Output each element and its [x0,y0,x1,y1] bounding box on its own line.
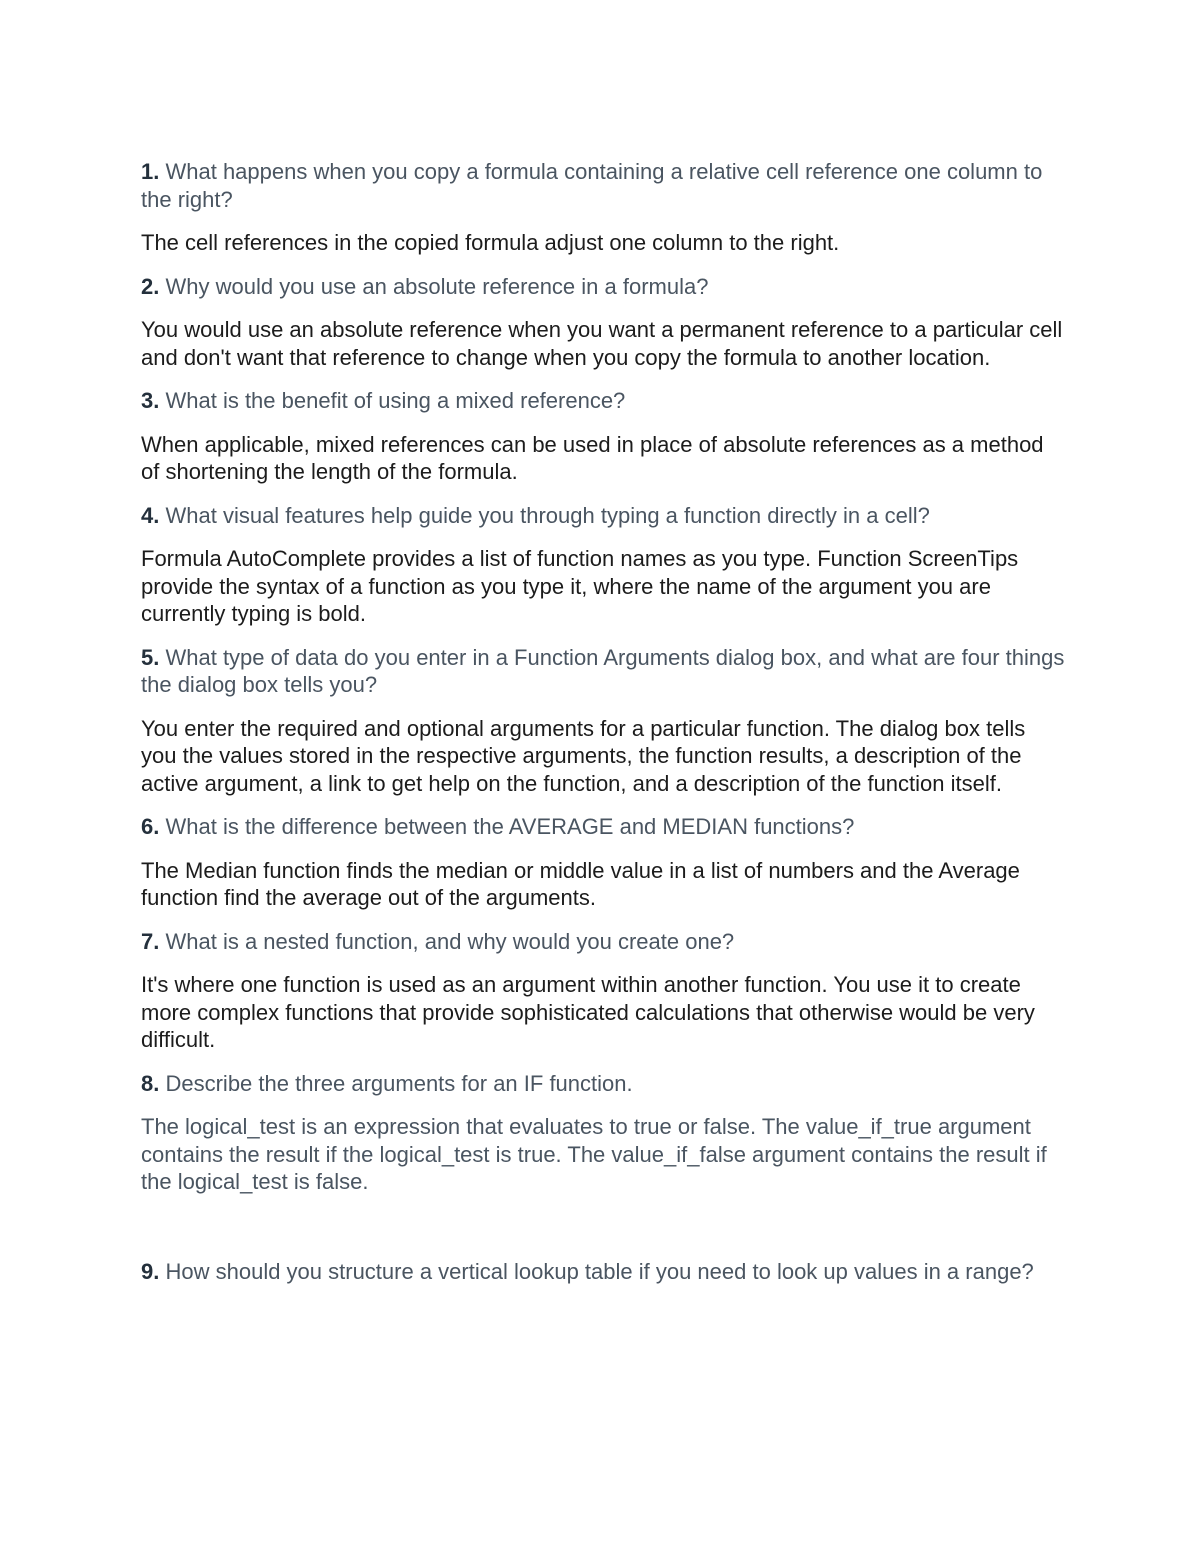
answer-7: It's where one function is used as an argument within another function. You use it to create more complex functions that provide sophisticated calculations that otherwise would be very difficult. [141,972,1035,1052]
blank-space [141,1212,1066,1258]
answer-4: Formula AutoComplete provides a list of function names as you type. Function ScreenTips provide the syntax of a function as you type it, where the name of the argument you are currently typing is bold. [141,546,1019,626]
question-text: What visual features help guide you through typing a function directly in a cell? [165,502,930,528]
question-number: 1. [141,159,160,184]
document-content [141,158,1066,1301]
question-number: 4. [141,502,160,528]
question-text: What is a nested function, and why would you create one? [165,928,735,954]
question-text: How should you structure a vertical lookup table if you need to look up values in a range? [165,1258,1034,1284]
question-8 [141,1070,1066,1098]
answer-2: You would use an absolute reference when you want a permanent reference to a particular cell and don't want that reference to change when you copy the formula to another location. [141,317,1063,370]
question-number: 8. [141,1070,160,1096]
question-5 [141,644,1066,699]
question-number: 3. [141,388,160,413]
question-2 [141,273,1066,301]
question-number: 6. [141,814,160,839]
answer-5: You enter the required and optional arguments for a particular function. The dialog box tells you the values stored in the respective arguments, the function results, a description of the active argument, a link to get help on the function, and a description of the function itself. [141,715,1026,796]
answer-8: The logical_test is an expression that evaluates to true or false. The value_if_true argument contains the result if the logical_test is true. The value_if_false argument contains the result if the logical_test is false. [141,1114,1047,1194]
question-3 [141,387,1066,415]
question-9 [141,1258,1066,1286]
answer-6: The Median function finds the median or middle value in a list of numbers and the Average function find the average out of the arguments. [141,857,1020,910]
question-4 [141,502,1066,530]
answer-3: When applicable, mixed references can be used in place of absolute references as a method of shortening the length of the formula. [141,431,1044,484]
question-number: 9. [141,1258,160,1284]
question-text: What type of data do you enter in a Function Arguments dialog box, and what are four things the dialog box tells you? [141,644,1065,697]
question-number: 7. [141,928,160,954]
question-text: What is the benefit of using a mixed reference? [165,388,626,413]
question-text: Describe the three arguments for an IF function. [165,1070,633,1096]
question-1 [141,158,1066,213]
question-text: What is the difference between the AVERAGE and MEDIAN functions? [165,814,855,839]
question-number: 5. [141,644,160,670]
question-7 [141,928,1066,956]
question-6 [141,813,1066,841]
question-text: Why would you use an absolute reference in a formula? [165,273,709,299]
answer-1: The cell references in the copied formula adjust one column to the right. [141,230,840,255]
question-number: 2. [141,273,160,299]
question-text: What happens when you copy a formula containing a relative cell reference one column to the right? [141,159,1043,212]
